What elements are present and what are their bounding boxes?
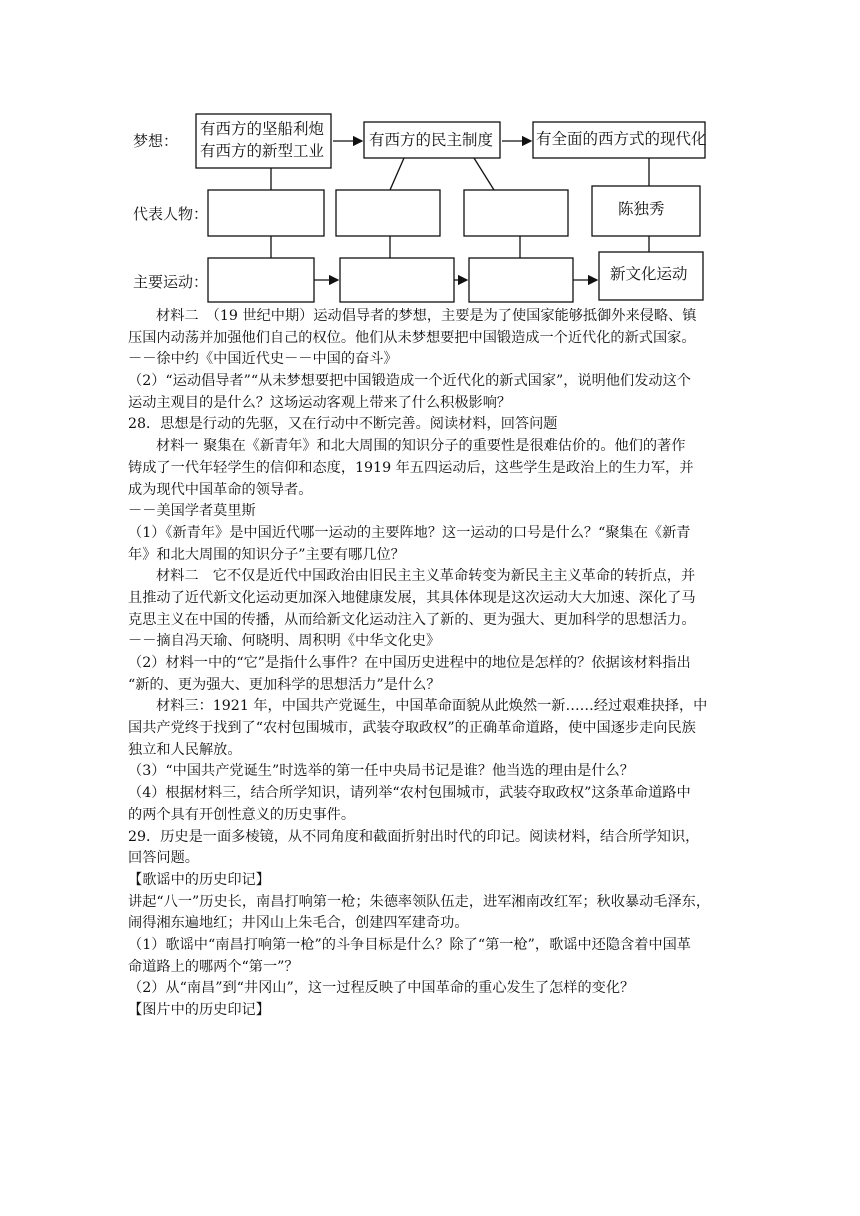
text-line: （1）歌谣中“南昌打响第一枪”的斗争目标是什么？除了“第一枪”，歌谣中还隐含着中国革 bbox=[128, 936, 691, 953]
diagram-lines bbox=[0, 0, 860, 310]
text-line: 29．历史是一面多棱镜，从不同角度和截面折射出时代的印记。阅读材料，结合所学知识， bbox=[128, 828, 700, 845]
text-line: 且推动了近代新文化运动更加深入地健康发展，其具体体现是这次运动大大加速、深化了马 bbox=[128, 589, 696, 606]
text-line: 材料三：1921 年，中国共产党诞生，中国革命面貌从此焕然一新……经过艰难抉择，中 bbox=[156, 698, 708, 715]
text-line: 28．思想是行动的先驱，又在行动中不断完善。阅读材料，回答问题 bbox=[128, 416, 558, 433]
text-line: 讲起“八一”历史长，南昌打响第一枪；朱德率领队伍走，进军湘南改红军；秋收暴动毛泽东， bbox=[128, 893, 711, 910]
text-line: （3）“中国共产党诞生”时选举的第一任中央局书记是谁？他当选的理由是什么？ bbox=[128, 763, 634, 780]
movements-row-label: 主要运动： bbox=[133, 273, 209, 291]
people-box-2 bbox=[336, 190, 440, 236]
movement-box-4-text: 新文化运动 bbox=[610, 265, 688, 283]
text-line: “新的、更为强大、更加科学的思想活力”是什么？ bbox=[128, 676, 441, 693]
document-body bbox=[128, 306, 728, 1022]
people-box-1 bbox=[208, 190, 324, 236]
dream-row-label: 梦想： bbox=[133, 132, 179, 150]
people-row-label: 代表人物： bbox=[133, 205, 209, 223]
text-line: 运动主观目的是什么？这场运动客观上带来了什么积极影响？ bbox=[128, 394, 512, 411]
movement-box-3 bbox=[469, 258, 573, 302]
dream-box-2-text: 有西方的民主制度 bbox=[369, 131, 494, 149]
people-box-3 bbox=[464, 190, 568, 236]
text-line: 回答问题。 bbox=[128, 850, 199, 867]
text-line: （1）《新青年》是中国近代哪一运动的主要阵地？这一运动的口号是什么？“聚集在《新青 bbox=[128, 524, 691, 541]
dream-box-1-line-1: 有西方的坚船利炮 bbox=[200, 120, 325, 138]
movement-box-2 bbox=[340, 258, 454, 302]
text-line: 【歌谣中的历史印记】 bbox=[128, 871, 270, 888]
text-line: 克思主义在中国的传播，从而给新文化运动注入了新的、更为强大、更加科学的思想活力。 bbox=[128, 611, 696, 628]
text-line: （2）从“南昌”到“井冈山”，这一过程反映了中国革命的重心发生了怎样的变化？ bbox=[128, 980, 635, 997]
text-line: －－美国学者莫里斯 bbox=[128, 503, 256, 520]
text-line: 铸成了一代年轻学生的信仰和态度，1919 年五四运动后，这些学生是政治上的生力军，并 bbox=[128, 459, 694, 476]
text-line: －－摘自冯天瑜、何晓明、周积明《中华文化史》 bbox=[128, 633, 441, 650]
text-line: 【图片中的历史印记】 bbox=[128, 1002, 270, 1018]
text-line: （4）根据材料三，结合所学知识，请列举“农村包围城市，武装夺取政权”这条革命道路中 bbox=[128, 785, 691, 802]
dream-box-3-text: 有全面的西方式的现代化 bbox=[536, 130, 707, 148]
people-box-4-text: 陈独秀 bbox=[618, 200, 665, 218]
text-line: （2）材料一中的“它”是指什么事件？在中国历史进程中的地位是怎样的？依据该材料指出 bbox=[128, 655, 691, 671]
dream-box-1-line-2: 有西方的新型工业 bbox=[200, 142, 325, 160]
text-line: 成为现代中国革命的领导者。 bbox=[128, 481, 313, 498]
text-line: 材料一 聚集在《新青年》和北大周围的知识分子的重要性是很难估价的。他们的著作 bbox=[156, 438, 686, 455]
text-line: －－徐中约《中国近代史－－中国的奋斗》 bbox=[128, 351, 398, 368]
text-line: 的两个具有开创性意义的历史事件。 bbox=[128, 806, 356, 823]
flow-diagram bbox=[0, 0, 860, 310]
text-line: 独立和人民解放。 bbox=[128, 741, 242, 758]
text-line: 国共产党终于找到了“农村包围城市，武装夺取政权”的正确革命道路，使中国逐步走向民族 bbox=[128, 720, 696, 737]
text-line: 材料二 它不仅是近代中国政治由旧民主主义革命转变为新民主主义革命的转折点，并 bbox=[156, 568, 696, 585]
text-line: 年》和北大周围的知识分子”主要有哪几位？ bbox=[128, 546, 405, 563]
text-line: （2）“运动倡导者”“从未梦想要把中国锻造成一个近代化的新式国家”，说明他们发动这个 bbox=[128, 373, 691, 390]
text-line: 压国内动荡并加强他们自己的权位。他们从未梦想要把中国锻造成一个近代化的新式国家。 bbox=[128, 329, 696, 346]
text-line: 闹得湘东遍地红；井冈山上朱毛合，创建四军建奇功。 bbox=[128, 915, 469, 932]
movement-box-1 bbox=[208, 258, 314, 302]
text-line: 材料二 （19 世纪中期）运动倡导者的梦想，主要是为了使国家能够抵御外来侵略、镇 bbox=[156, 308, 697, 324]
text-line: 命道路上的哪两个“第一”？ bbox=[128, 958, 299, 975]
